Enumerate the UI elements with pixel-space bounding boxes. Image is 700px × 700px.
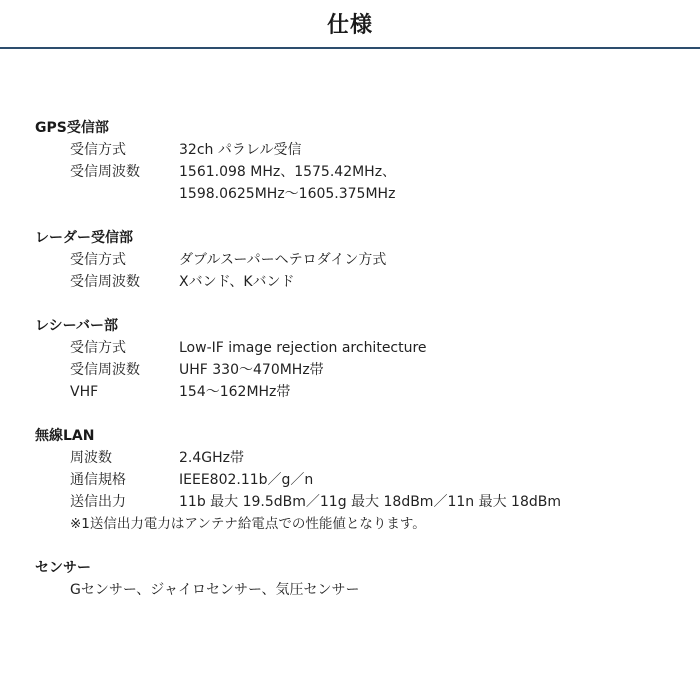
spec-label: 送信出力 [70, 494, 126, 510]
section-heading-gps: GPS受信部 [35, 120, 109, 136]
spec-value: Xバンド、Kバンド [179, 274, 295, 290]
spec-label: 受信方式 [70, 142, 126, 158]
spec-value: 1561.098 MHz、1575.42MHz、 [179, 164, 397, 180]
spec-value: 1598.0625MHz〜1605.375MHz [179, 186, 396, 202]
spec-value: 2.4GHz帯 [179, 450, 244, 466]
spec-value: 11b 最大 19.5dBm／11g 最大 18dBm／11n 最大 18dBm [179, 494, 561, 510]
page-title: 仕様 [326, 13, 373, 38]
spec-label: VHF [70, 384, 99, 400]
spec-row [35, 139, 675, 161]
section-heading-receiver: レシーバー部 [35, 318, 118, 334]
spec-row [35, 271, 675, 293]
section-heading-sensor: センサー [35, 560, 91, 576]
spec-label: 周波数 [70, 450, 112, 466]
spec-value: 154〜162MHz帯 [179, 384, 291, 400]
spec-label: 通信規格 [70, 472, 126, 488]
spec-row [35, 447, 675, 469]
spec-value: IEEE802.11b／g／n [179, 472, 314, 488]
spec-row [35, 183, 675, 205]
spec-row [35, 359, 675, 381]
spec-value: Low-IF image rejection architecture [179, 340, 427, 356]
spec-label: 受信方式 [70, 340, 126, 356]
title-divider [0, 47, 700, 49]
spec-label [35, 183, 179, 205]
spec-row [35, 337, 675, 359]
section-radar [35, 227, 675, 293]
spec-row [35, 469, 675, 491]
section-wireless-lan [35, 425, 675, 535]
spec-row [35, 249, 675, 271]
spec-value: ダブルスーパーヘテロダイン方式 [179, 252, 387, 268]
section-heading-radar: レーダー受信部 [35, 230, 133, 246]
spec-value: 32ch パラレル受信 [179, 142, 302, 158]
spec-label: 受信周波数 [70, 362, 140, 378]
section-heading-wireless-lan: 無線LAN [35, 428, 95, 444]
spec-row [35, 161, 675, 183]
spec-row [35, 381, 675, 403]
spec-value: UHF 330〜470MHz帯 [179, 362, 324, 378]
section-sensor [35, 557, 675, 601]
spec-footnote: ※1送信出力電力はアンテナ給電点での性能値となります。 [70, 516, 426, 532]
spec-label: 受信周波数 [70, 274, 140, 290]
sensor-list: Gセンサー、ジャイロセンサー、気圧センサー [70, 582, 360, 598]
spec-label: 受信方式 [70, 252, 126, 268]
spec-row [35, 491, 675, 513]
section-receiver [35, 315, 675, 403]
spec-label: 受信周波数 [70, 164, 140, 180]
section-gps [35, 117, 675, 205]
